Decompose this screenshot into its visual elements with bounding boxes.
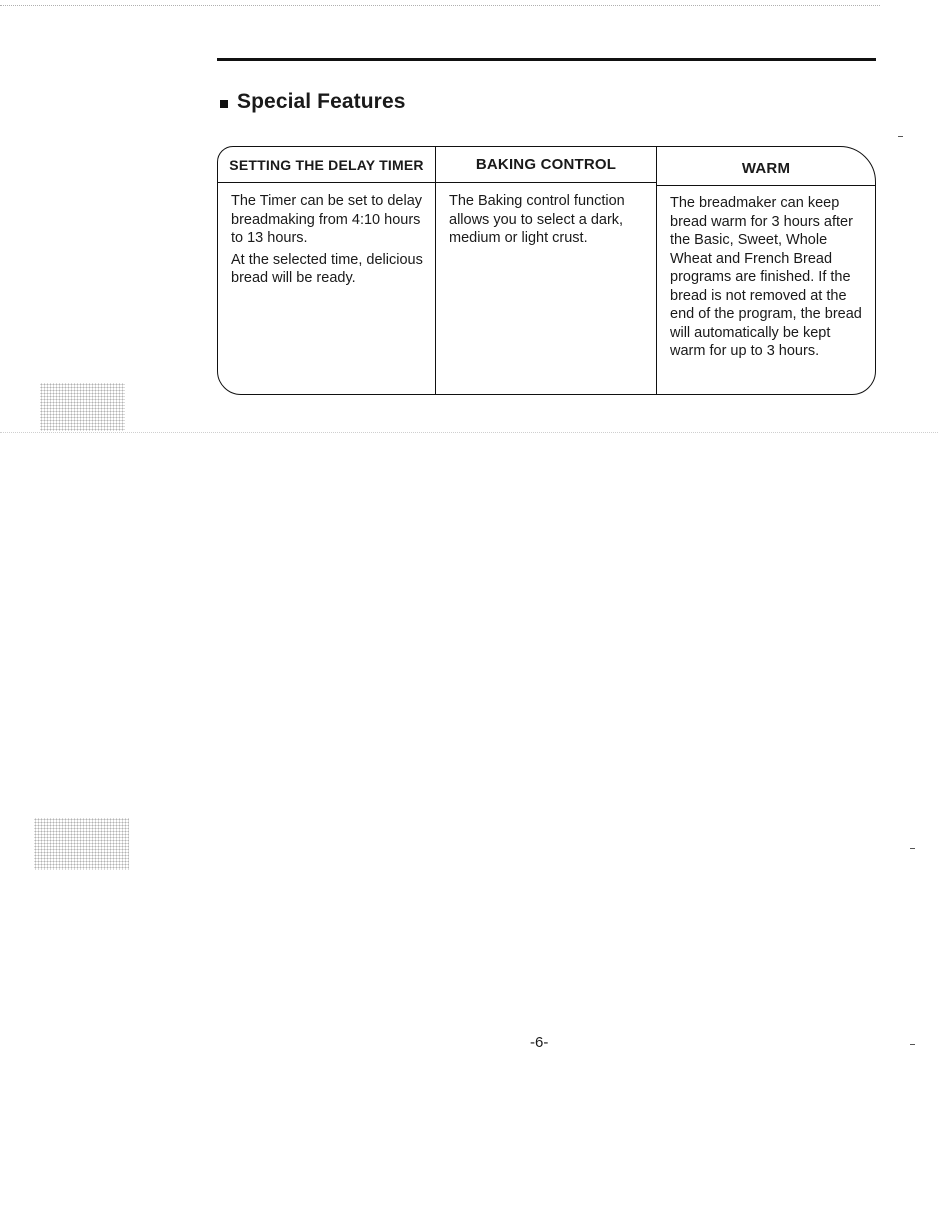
feature-paragraph: The Baking control function allows you to select a dark, medium or light crust.	[449, 193, 625, 246]
scan-edge-mark	[910, 1044, 915, 1045]
feature-column-warm	[657, 147, 875, 394]
section-title	[220, 90, 406, 114]
header-rule	[217, 58, 876, 61]
feature-heading: SETTING THE DELAY TIMER	[218, 147, 435, 183]
feature-description	[436, 183, 656, 251]
feature-description	[657, 186, 875, 364]
feature-heading: WARM	[657, 147, 875, 186]
square-bullet-icon	[220, 100, 228, 108]
scan-edge-mark	[898, 136, 903, 137]
feature-column-delay-timer	[218, 147, 436, 394]
feature-paragraph: The breadmaker can keep bread warm for 3 hours after the Basic, Sweet, Whole Wheat and French Bread programs are finished. If the bread is not removed at the end of the program, the bread will automatically be kept warm for up to 3 hours.	[670, 195, 862, 359]
scan-artifact-line	[0, 5, 880, 6]
page-number: -6-	[530, 1034, 549, 1051]
scan-noise-patch	[40, 383, 125, 431]
feature-heading: BAKING CONTROL	[436, 147, 656, 183]
feature-description	[218, 183, 435, 291]
scan-edge-mark	[910, 848, 915, 849]
section-title-text: Special Features	[237, 90, 406, 113]
feature-paragraph: The Timer can be set to delay breadmaking from 4:10 hours to 13 hours.	[231, 193, 423, 246]
scan-noise-patch	[34, 818, 129, 870]
scan-artifact-line	[0, 432, 938, 433]
features-table	[217, 146, 876, 395]
feature-paragraph: At the selected time, delicious bread will be ready.	[231, 251, 423, 286]
feature-column-baking-control	[436, 147, 657, 394]
